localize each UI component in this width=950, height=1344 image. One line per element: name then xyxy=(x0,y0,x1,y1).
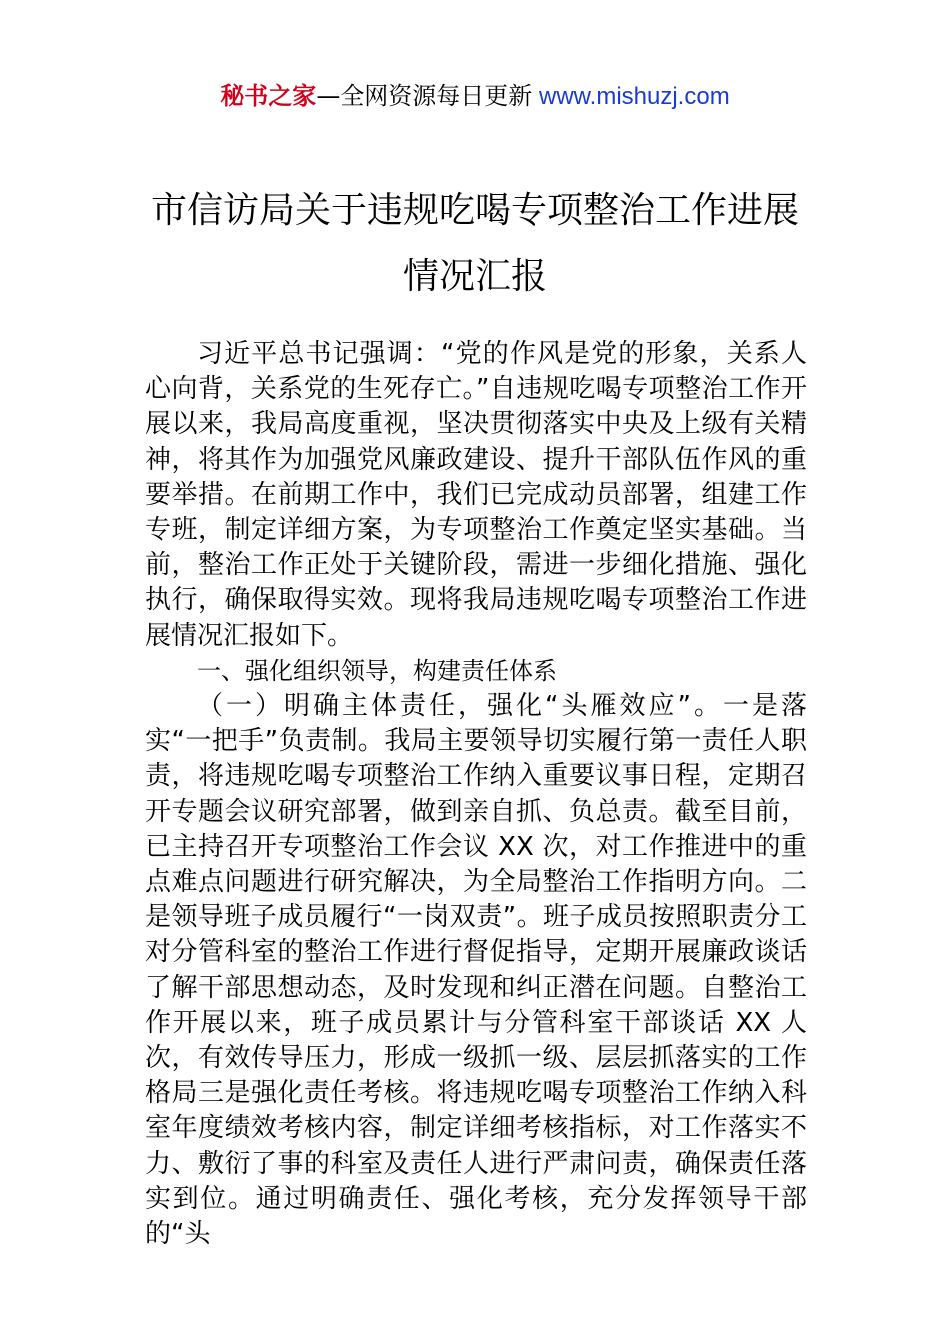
site-url-link[interactable]: www.mishuzj.com xyxy=(532,83,730,110)
subsection-paragraph-1: （一）明确主体责任，强化“头雁效应”。一是落实“一把手”负责制。我局主要领导切实履行第一责任人职责，将违规吃喝专项整治工作纳入重要议事日程，定期召开专题会议研究部署，做到亲自抓、负总责。截至目前，已主持召开专项整治工作会议 XX 次，对工作推进中的重点难点问题进行研究解决，为全局整治工作指明方向。二是领导班子成员履行“一岗双责”。班子成员按照职责分工对分管科室的整治工作进行督促指导，定期开展廉政谈话了解干部思想动态，及时发现和纠正潜在问题。自整治工作开展以来，班子成员累计与分管科室干部谈话 XX 人次，有效传导压力，形成一级抓一级、层层抓落实的工作格局三是强化责任考核。将违规吃喝专项整治工作纳入科室年度绩效考核内容，制定详细考核指标，对工作落实不力、敷衍了事的科室及责任人进行严肃问责，确保责任落实到位。通过明确责任、强化考核，充分发挥领导干部的“头 xyxy=(145,691,807,1250)
section-heading-1: 一、强化组织领导，构建责任体系 xyxy=(197,656,557,685)
site-brand: 秘书之家 xyxy=(220,82,317,110)
site-slogan: —全网资源每日更新 xyxy=(316,82,533,110)
document-title-line-1: 市信访局关于违规吃喝专项整治工作进展 xyxy=(150,190,799,231)
document-title xyxy=(0,178,950,310)
intro-paragraph: 习近平总书记强调：“党的作风是党的形象，关系人心向背，关系党的生死存亡。”自违规吃喝专项整治工作开展以来，我局高度重视，坚决贯彻落实中央及上级有关精神，将其作为加强党风廉政建设、提升干部队伍作风的重要举措。在前期工作中，我们已完成动员部署，组建工作专班，制定详细方案，为专项整治工作奠定坚实基础。当前，整治工作正处于关键阶段，需进一步细化措施、强化执行，确保取得实效。现将我局违规吃喝专项整治工作进展情况汇报如下。 xyxy=(145,339,807,651)
document-title-line-2: 情况汇报 xyxy=(402,256,547,297)
document-body xyxy=(145,337,807,1252)
site-header xyxy=(0,80,950,113)
